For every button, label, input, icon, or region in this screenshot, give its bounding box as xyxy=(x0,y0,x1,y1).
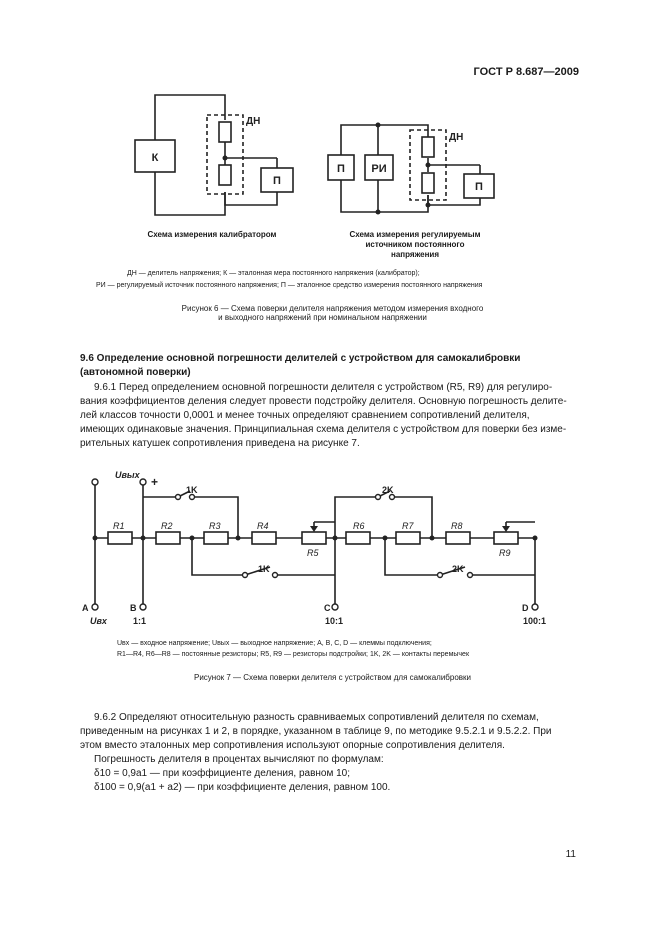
fig6-legend-2: РИ — регулируемый источник постоянного напряжения; П — эталонное средство измерения постоянного напряжения xyxy=(96,282,483,289)
r2-label: R2 xyxy=(161,521,173,531)
formula-delta-10: δ10 = 0,9a1 — при коэффициенте деления, равном 10; xyxy=(94,768,351,779)
r3-label: R3 xyxy=(209,521,221,531)
r7-label: R7 xyxy=(402,521,414,531)
switch-2k-top-label: 2K xyxy=(382,485,394,495)
fig6-legend-1: ДН — делитель напряжения; К — эталонная мера постоянного напряжения (калибратор); xyxy=(127,270,420,277)
section-title: 9.6 Определение основной погрешности делителей с устройством для самокалибровки (автономной поверки) xyxy=(80,353,521,378)
meter-label-2: П xyxy=(337,163,345,175)
meter-label-3: П xyxy=(475,181,483,193)
switch-2k-bottom-label: 2K xyxy=(452,564,464,574)
terminal-d-label: D xyxy=(522,603,529,613)
scheme-caption-right: Схема измерения регулируемым источником постоянного напряжения xyxy=(349,230,481,259)
meter-label: П xyxy=(273,175,281,187)
fig7-caption: Рисунок 7 — Схема поверки делителя с устройством для самокалибровки xyxy=(193,673,471,682)
fig7-legend-1: Uвх — входное напряжение; Uвых — выходное напряжение; A, B, C, D — клеммы подключения; xyxy=(117,640,432,647)
ratio-b-label: 1:1 xyxy=(133,616,147,626)
r1-label: R1 xyxy=(113,521,125,531)
plus-label: + xyxy=(151,475,159,489)
source-label: РИ xyxy=(371,163,387,175)
fig6-caption: Рисунок 6 — Схема поверки делителя напряжения методом измерения входного и выходного напряжений при номинальном напряжении xyxy=(181,304,484,322)
r5-label: R5 xyxy=(307,548,319,558)
ratio-c-label: 10:1 xyxy=(325,616,344,626)
divider-label-2: ДН xyxy=(449,132,464,143)
calibrator-label: К xyxy=(151,152,159,164)
terminal-a-label: A xyxy=(82,603,89,613)
terminal-c-label: C xyxy=(324,603,331,613)
r4-label: R4 xyxy=(257,521,269,531)
uvh-label: Uвх xyxy=(90,616,107,626)
paragraph-9-6-1: 9.6.1 Перед определением основной погрешности делителя с устройством (R5, R9) для регулиро- вания коэффициентов деления следует провести подстройку делителя. Основную погрешность делите- лей классов точности 0,0001 и менее точных определяют сравнением сопротивлений делителя, имеющих одинаковые значения. Принципиальная схема делителя с устройством для поверки без изме- рительных катушек сопротивления приведена на рисунке 7. xyxy=(80,382,567,449)
paragraph-9-6-2: 9.6.2 Определяют относительную разность сравниваемых сопротивлений делителя по схемам, приведенным на рисунках 1 и 2, в порядке, указанном в таблице 9, по методике 9.5.2.1 и 9.5.2.2. При этом вместо эталонных мер сопротивления используют опорные сопротивления делителя. Погрешность делителя в процентах вычисляют по формулам: xyxy=(80,712,552,765)
page-number: 11 xyxy=(565,849,576,860)
formula-delta-100: δ100 = 0,9(a1 + a2) — при коэффициенте деления, равном 100. xyxy=(94,782,391,793)
ratio-d-label: 100:1 xyxy=(523,616,547,626)
r8-label: R8 xyxy=(451,521,463,531)
scheme-caption-left: Схема измерения калибратором xyxy=(147,230,277,239)
uvyh-label: Uвых xyxy=(115,470,140,480)
r6-label: R6 xyxy=(353,521,365,531)
fig7-legend-2: R1—R4, R6—R8 — постоянные резисторы; R5, R9 — резисторы подстройки; 1K, 2K — контакты перемычек xyxy=(117,651,470,658)
switch-1k-top-label: 1K xyxy=(186,485,198,495)
divider-label: ДН xyxy=(246,116,261,127)
terminal-b-label: B xyxy=(130,603,137,613)
switch-1k-bottom-label: 1K xyxy=(258,564,270,574)
r9-label: R9 xyxy=(499,548,511,558)
figure-7-diagram xyxy=(0,465,661,635)
figure-6-diagram xyxy=(0,85,661,235)
document-header: ГОСТ Р 8.687—2009 xyxy=(473,66,579,78)
